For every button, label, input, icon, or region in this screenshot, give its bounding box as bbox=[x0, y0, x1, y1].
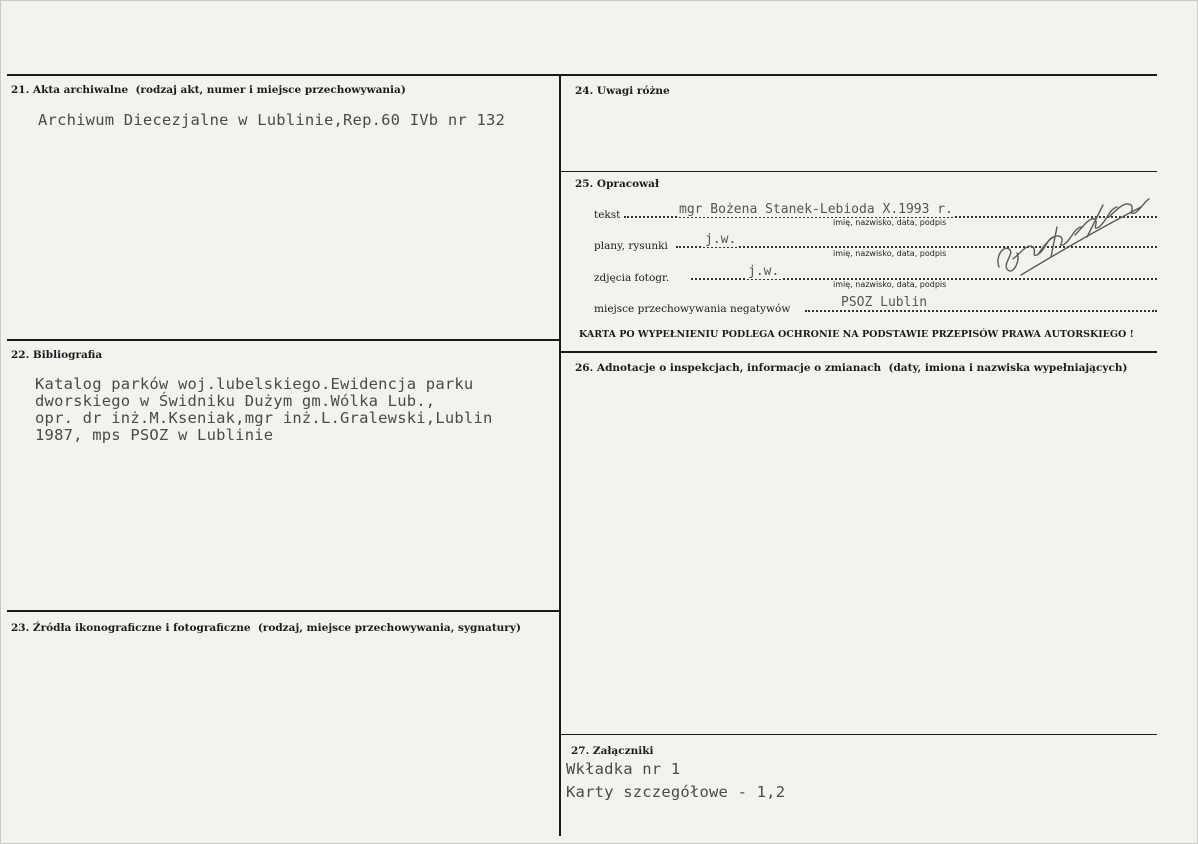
rule-below-25 bbox=[560, 351, 1157, 353]
negatives-value: PSOZ Lublin bbox=[841, 295, 928, 310]
section-21-header bbox=[11, 84, 406, 96]
attachments-line-1: Wkładka nr 1 bbox=[566, 760, 681, 778]
section-27-title: 27. Załączniki bbox=[571, 745, 654, 757]
section-21-subtitle: (rodzaj akt, numer i miejsce przechowywania) bbox=[135, 84, 406, 96]
section-26-header bbox=[575, 362, 1127, 374]
section-23-header bbox=[11, 622, 521, 634]
attachments-line-2: Karty szczegółowe - 1,2 bbox=[566, 783, 786, 801]
section-21-title: 21. Akta archiwalne bbox=[11, 84, 129, 96]
section-26-subtitle: (daty, imiona i nazwiska wypełniających) bbox=[888, 362, 1128, 374]
bibliography-line-3: opr. dr inż.M.Kseniak,mgr inż.L.Gralewski,Lublin bbox=[35, 409, 493, 427]
section-25-title: 25. Opracował bbox=[575, 178, 660, 190]
rule-below-22 bbox=[7, 610, 560, 612]
bibliography-line-4: 1987, mps PSOZ w Lublinie bbox=[35, 426, 274, 444]
section-26-title: 26. Adnotacje o inspekcjach, informacje o zmianach bbox=[575, 362, 882, 374]
author-text-label: tekst bbox=[594, 209, 621, 221]
plans-caption: imię, nazwisko, data, podpis bbox=[833, 249, 947, 258]
photos-caption: imię, nazwisko, data, podpis bbox=[833, 280, 947, 289]
negatives-label: miejsce przechowywania negatywów bbox=[594, 303, 791, 315]
bibliography-line-2: dworskiego w Świdniku Dużym gm.Wólka Lub., bbox=[35, 392, 436, 410]
plans-label: plany, rysunki bbox=[594, 240, 668, 252]
rule-below-26 bbox=[560, 734, 1157, 735]
copyright-notice: KARTA PO WYPEŁNIENIU PODLEGA OCHRONIE NA PODSTAWIE PRZEPISÓW PRAWA AUTORSKIEGO ! bbox=[579, 329, 1134, 340]
top-rule bbox=[7, 74, 1157, 76]
section-24-title: 24. Uwagi różne bbox=[575, 85, 670, 97]
photos-label: zdjęcia fotogr. bbox=[594, 272, 670, 284]
section-22-title: 22. Bibliografia bbox=[11, 349, 103, 361]
section-23-title: 23. Źródła ikonograficzne i fotograficzne bbox=[11, 622, 251, 634]
rule-below-24 bbox=[560, 171, 1157, 172]
photos-value: j.w. bbox=[748, 264, 780, 279]
plans-value: j.w. bbox=[705, 232, 737, 247]
center-vertical-rule bbox=[559, 74, 561, 836]
bibliography-line-1: Katalog parków woj.lubelskiego.Ewidencja parku bbox=[35, 375, 474, 393]
author-text-caption: imię, nazwisko, data, podpis bbox=[833, 218, 947, 227]
negatives-dotted-line bbox=[805, 310, 1157, 312]
section-21-content: Archiwum Diecezjalne w Lublinie,Rep.60 IVb nr 132 bbox=[38, 111, 506, 129]
section-23-subtitle: (rodzaj, miejsce przechowywania, sygnatury) bbox=[257, 622, 521, 634]
author-text-value: mgr Bożena Stanek-Lebioda X.1993 r. bbox=[679, 202, 953, 217]
rule-below-21 bbox=[7, 339, 560, 341]
signature-image bbox=[991, 187, 1151, 287]
